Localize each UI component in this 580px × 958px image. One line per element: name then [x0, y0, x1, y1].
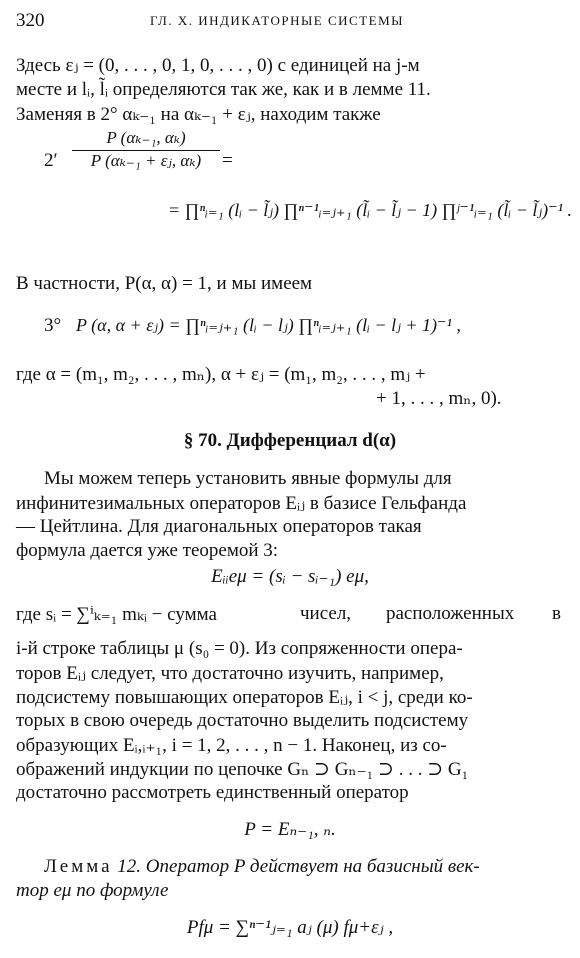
text-line-2: месте и lᵢ, l̃ᵢ определяются так же, как и в лемме 11.: [16, 79, 431, 100]
paragraph-line-11: достаточно рассмотреть единственный оператор: [16, 782, 409, 803]
page-number: 320: [16, 10, 45, 31]
text-line-7d: в: [552, 603, 561, 624]
eq2-fraction: [72, 128, 220, 171]
lemma-word: Лемма: [44, 856, 113, 877]
paragraph-line-4: формула дается уже теоремой 3:: [16, 540, 279, 561]
paragraph-line-8: торых в свою очередь достаточно выделить подсистему: [16, 710, 469, 731]
eq2-label: 2′: [44, 150, 58, 171]
paragraph-line-10: ображений индукции по цепочке Gₙ ⊃ Gₙ₋₁ ⊃ . . . ⊃ G₁: [16, 759, 469, 780]
lemma-line-2: тор eμ по формуле: [16, 880, 169, 901]
text-line-3: Заменяя в 2° αₖ₋₁ на αₖ₋₁ + εⱼ, находим также: [16, 104, 381, 125]
paragraph-line-7: подсистему повышающих операторов Eᵢⱼ, i < j, среди ко-: [16, 687, 473, 708]
paragraph-line-3: — Цейтлина. Для диагональных операторов такая: [16, 516, 422, 537]
text-line-7b: чисел,: [300, 603, 352, 624]
paragraph-line-5: i-й строке таблицы μ (s₀ = 0). Из сопряженности опера-: [16, 638, 463, 659]
equation-6: Pfμ = ∑ⁿ⁻¹ⱼ₌₁ aⱼ (μ) fμ+εⱼ ,: [186, 917, 394, 938]
eq3-body: P (α, α + εⱼ) = ∏ⁿᵢ₌ⱼ₊₁ (lᵢ − lⱼ) ∏ⁿᵢ₌ⱼ₊₁ (lᵢ − lⱼ + 1)⁻¹ ,: [76, 315, 461, 335]
text-line-5: где α = (m₁, m₂, . . . , mₙ), α + εⱼ = (m₁, m₂, . . . , mⱼ +: [16, 364, 426, 385]
paragraph-line-2: инфинитезимальных операторов Eᵢⱼ в базисе Гельфанда: [16, 493, 467, 514]
paragraph-line-1: Мы можем теперь установить явные формулы для: [44, 468, 452, 489]
eq3-label: 3°: [44, 315, 62, 336]
lemma-line-1: [44, 856, 480, 878]
eq2-rhs: = ∏ⁿᵢ₌₁ (lᵢ − l̃ⱼ) ∏ⁿ⁻¹ᵢ₌ⱼ₊₁ (l̃ᵢ − l̃ⱼ − 1) ∏ʲ⁻¹ᵢ₌₁ (l̃ᵢ − l̃ⱼ)⁻¹ .: [168, 200, 573, 220]
eq2-denominator: P (αₖ₋₁ + εⱼ, αₖ): [90, 151, 202, 170]
paragraph-line-6: торов Eᵢⱼ следует, что достаточно изучить, например,: [16, 663, 444, 684]
section-title: § 70. Дифференциал d(α): [183, 430, 397, 451]
eq2-numerator: P (αₖ₋₁, αₖ): [106, 128, 186, 147]
page-header: [0, 10, 580, 32]
equation-5: P = Eₙ₋₁, ₙ.: [244, 819, 336, 840]
lemma-statement: 12. Оператор P действует на базисный век-: [117, 856, 480, 877]
paragraph-line-9: образующих Eᵢ,ᵢ₊₁, i = 1, 2, . . . , n − 1. Наконец, из со-: [16, 735, 447, 756]
eq2-equals: =: [222, 150, 233, 171]
text-line-1: Здесь εⱼ = (0, . . . , 0, 1, 0, . . . , 0) с единицей на j-м: [16, 55, 420, 76]
text-line-7c: расположенных: [386, 603, 515, 624]
text-line-4: В частности, P(α, α) = 1, и мы имеем: [16, 273, 313, 294]
text-line-7a: где sᵢ = ∑ⁱₖ₌₁ mₖᵢ − сумма: [16, 604, 217, 625]
text-line-6: + 1, . . . , mₙ, 0).: [376, 388, 502, 409]
equation-4: Eᵢᵢeμ = (sᵢ − sᵢ₋₁) eμ,: [211, 566, 369, 587]
running-title: ГЛ. X. ИНДИКАТОРНЫЕ СИСТЕМЫ: [150, 13, 405, 28]
